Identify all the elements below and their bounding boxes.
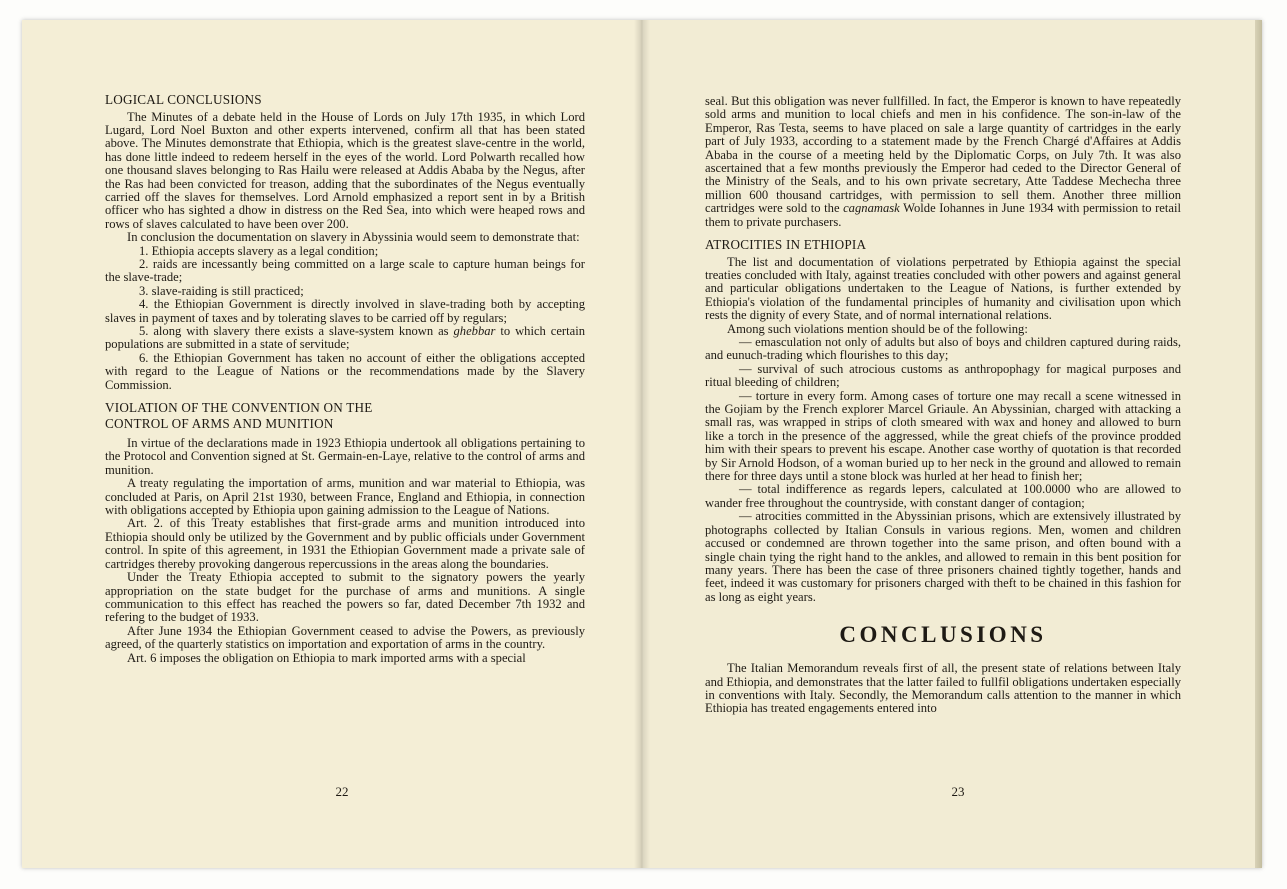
page-number: 23: [951, 784, 965, 799]
paragraph-text: seal. But this obligation was never fullfilled. In fact, the Emperor is known to have repeatedly sold arms and munition to local chiefs and men in his confidence. The son-in-law of the Emperor, Ras Testa, seems to have placed on sale a large quantity of cartridges in the early part of July 1933, according to a statement made by the French Chargé d'Affaires at Addis Ababa in the course of a meeting held by the Diplomatic Corps, on July 7th. It was also ascertained that a few months previously the Emperor had ceded to the Director General of the Ministry of the Seals, and to his own private secretary, Atte Taddese Mechecha three million 600 thousand cartridges, with permission to sell them. Another three million cartridges were sold to the: [705, 94, 1181, 216]
right-page: [642, 20, 1262, 868]
heading-arms-line2: CONTROL OF ARMS AND MUNITION: [105, 415, 334, 431]
heading-atrocities: ATROCITIES IN ETHIOPIA: [705, 237, 867, 253]
italic-term: ghebbar: [453, 324, 496, 338]
list-item: 2. raids are incessantly being committed on a large scale to capture human beings for the slave-trade;: [105, 256, 585, 285]
paragraph: The Minutes of a debate held in the House of Lords on July 17th 1935, in which Lord Lugard, Lord Noel Buxton and other experts intervened, confirm all that has been stated above. The Minutes demonstrate that Ethiopia, which is the greatest slave-centre in the world, has done little indeed to redeem herself in the eyes of the world. Lord Polwarth recalled how one thousand slaves belonging to Ras Hailu were released at Addis Ababa by the Negus, after the Ras had been convicted for treason, adding that the subordinates of the Negus eventually carried off the slaves for themselves. Lord Arnold emphasized a report sent in by a British officer who has sighted a dhow in distress on the Red Sea, into which were heaped rows and rows of slaves calculated to have been over 200.: [105, 109, 585, 231]
paragraph: In conclusion the documentation on slavery in Abyssinia would seem to demonstrate that:: [127, 230, 580, 245]
paragraph: Among such violations mention should be of the following:: [727, 321, 1028, 336]
list-item: — emasculation not only of adults but also of boys and children captured during raids, and eunuch-trading which flourishes to this day;: [705, 335, 1181, 363]
list-item: [105, 325, 585, 352]
list-item: 3. slave-raiding is still practiced;: [139, 283, 304, 298]
paragraph: Art. 2. of this Treaty establishes that first-grade arms and munition introduced into Ethiopia should only be utilized by the Government and by public officials under Government control. In spite of this agreement, in 1931 the Ethiopian Government made a private sale of cartridges thereby provoking dangerous repercussions in the areas along the boundaries.: [105, 516, 585, 571]
heading-arms-line1: VIOLATION OF THE CONVENTION ON THE: [105, 400, 373, 416]
paragraph: After June 1934 the Ethiopian Government ceased to advise the Powers, as previously agreed, of the quarterly statistics on importation and exportation of arms in the country.: [105, 623, 585, 652]
list-item: 4. the Ethiopian Government is directly involved in slave-trading both by accepting slaves in payment of taxes and by tolerating slaves to be carried off by regulars;: [105, 297, 585, 325]
paragraph: Under the Treaty Ethiopia accepted to submit to the signatory powers the yearly appropriation on the state budget for the purchase of arms and munitions. A single communication to this effect has reached the powers so far, dated December 7th 1932 and refering to the budget of 1933.: [105, 570, 585, 625]
page-edge: [1255, 20, 1262, 868]
left-page: [22, 20, 640, 868]
paragraph: In virtue of the declarations made in 1923 Ethiopia undertook all obligations pertaining to the Protocol and Convention signed at St. Germain-en-Laye, relative to the control of arms and munition.: [105, 436, 585, 477]
list-item: — torture in every form. Among cases of torture one may recall a scene witnessed in the Gojiam by the French explorer Marcel Griaule. An Abyssinian, charged with attacking a small ras, was wrapped in strips of cloth smeared with wax and honey and allowed to burn like a torch in the presence of the aggressed, while the great chiefs of the province prodded him with their spears to prevent his escape. Another case worthy of quotation is that recorded by Sir Arnold Hodson, of a woman buried up to her neck in the ground and allowed to remain there for three days until a stone block was hurled at her head to finish her;: [705, 388, 1181, 484]
paragraph: [705, 95, 1181, 229]
list-text: to which certain populations are submitted in a state of servitude;: [105, 324, 586, 352]
left-page-text: [105, 92, 585, 665]
list-text: 5. along with slavery there exists a slave-system known as: [139, 324, 454, 338]
book-gutter: [634, 20, 650, 868]
page-number: 22: [335, 784, 349, 799]
list-item: — atrocities committed in the Abyssinian prisons, which are extensively illustrated by photographs collected by Italian Consuls in various regions. Men, women and children accused or condemned are thrown together into the same prison, and often bound with a single chain tying the right hand to the ankles, and allowed to remain in this bent position for many years. There has been the case of three prisoners chained tightly together, hands and feet, indeed it was customary for prisoners charged with theft to be chained in this fashion for as long as eight years.: [705, 509, 1181, 604]
list-item: 6. the Ethiopian Government has taken no account of either the obligations accepted with regard to the League of Nations or the recommendations made by the Slavery Commission.: [105, 350, 585, 392]
paragraph: The list and documentation of violations perpetrated by Ethiopia against the special treaties concluded with Italy, against treaties concluded with other powers and against general and particular obligations undertaken to the League of Nations, is further extended by Ethiopia's violation of the fundamental principles of humanity and civilisation upon which rests the dignity of every State, and of normal international relations.: [705, 254, 1181, 323]
book-spread: [22, 20, 1262, 868]
list-item: — total indifference as regards lepers, calculated at 100.0000 who are allowed to wander free throughout the countryside, with constant danger of contagion;: [705, 482, 1181, 510]
paragraph-text: Wolde Iohannes in June 1934 with permission to retail them to private purchasers.: [705, 201, 1181, 229]
list-item: 1. Ethiopia accepts slavery as a legal condition;: [139, 243, 379, 258]
list-item: — survival of such atrocious customs as anthropophagy for magical purposes and ritual bleeding of children;: [705, 361, 1181, 390]
paragraph: A treaty regulating the importation of arms, munition and war material to Ethiopia, was concluded at Paris, on April 21st 1930, between France, England and Ethiopia, in connection with obligations accepted by Ethiopia upon gaining admission to the League of Nations.: [105, 476, 585, 518]
right-page-text: [705, 95, 1181, 716]
italic-term: cagnamask: [843, 201, 900, 216]
paragraph: Art. 6 imposes the obligation on Ethiopia to mark imported arms with a special: [127, 650, 526, 665]
heading-conclusions: CONCLUSIONS: [839, 622, 1047, 648]
paragraph: The Italian Memorandum reveals first of all, the present state of relations between Italy and Ethiopia, and demonstrates that the latter failed to fullfil obligations undertaken especially in conventions with Italy. Secondly, the Memorandum calls attention to the manner in which Ethiopia has treated engagements entered into: [705, 661, 1181, 716]
heading-logical-conclusions: LOGICAL CONCLUSIONS: [105, 92, 262, 107]
